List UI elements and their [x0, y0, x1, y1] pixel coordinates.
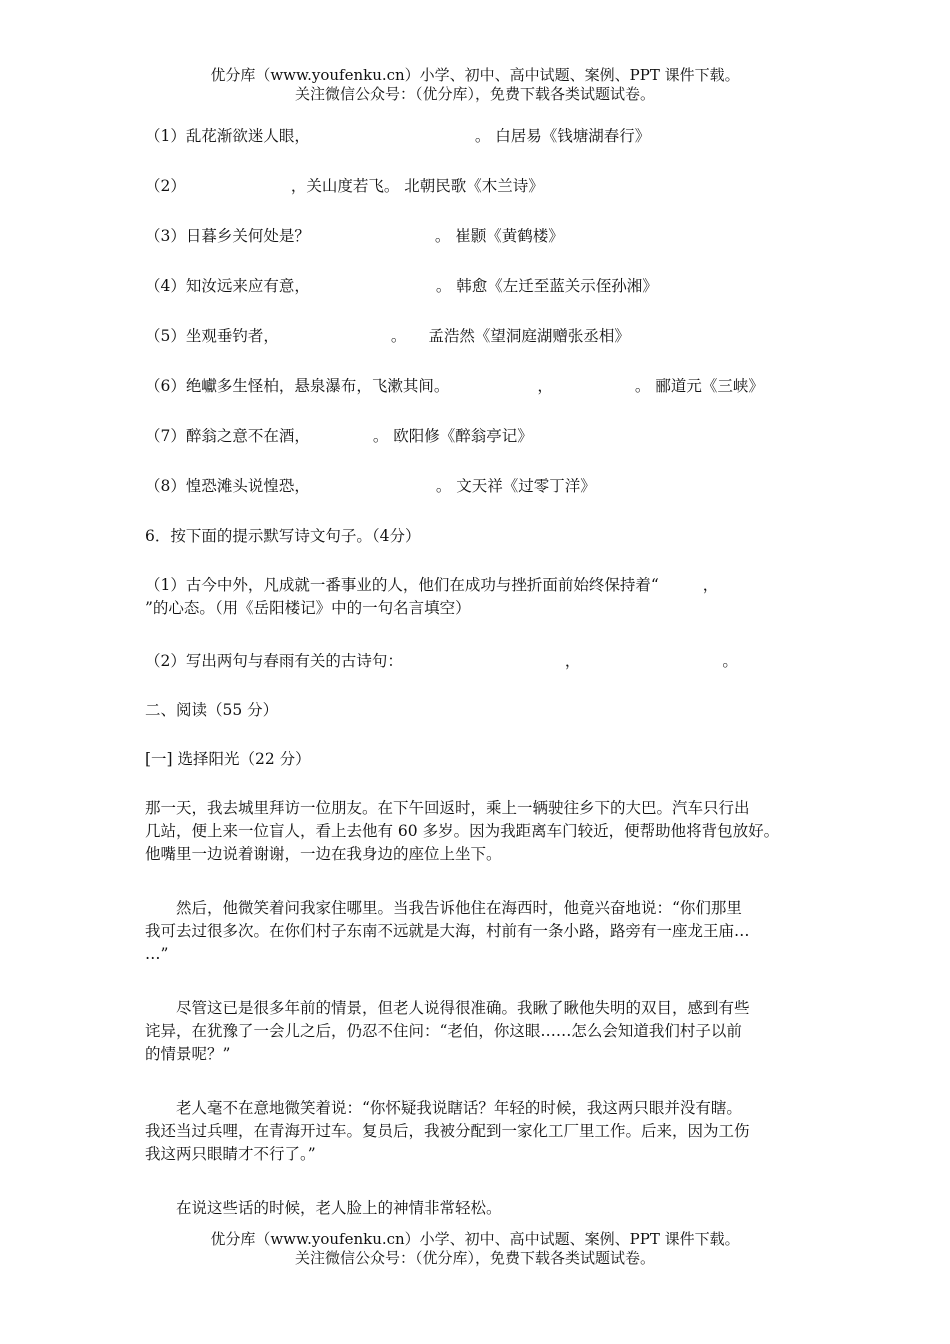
- passage-title: [一] 选择阳光（22 分）: [145, 750, 311, 768]
- page-footer: [0, 1230, 950, 1268]
- paragraph-1: 那一天，我去城里拜访一位朋友。在下午回返时，乘上一辆驶往乡下的大巴。汽车只行出 几站，便上来一位盲人，看上去他有 60 多岁。因为我距离车门较近，便帮助他将背包放好。 他嘴里一边说着谢谢，一边在我身边的座位上坐下。: [145, 799, 780, 863]
- question-6-title: 6．按下面的提示默写诗文句子。（4分）: [145, 527, 421, 545]
- paragraph-2: 然后，他微笑着问我家住哪里。当我告诉他住在海西时，他竟兴奋地说：“你们那里 我可去过很多次。在你们村子东南不远就是大海，村前有一条小路，路旁有一座龙王庙… …”: [145, 899, 750, 963]
- fill-item-2: （2） ，关山度若飞。 北朝民歌《木兰诗》: [145, 177, 544, 195]
- fill-item-6: （6）绝巘多生怪柏，悬泉瀑布，飞漱其间。 ， 。 郦道元《三峡》: [145, 377, 764, 395]
- question-6-sub-2: （2）写出两句与春雨有关的古诗句： ， 。: [145, 652, 738, 670]
- fill-item-8: （8）惶恐滩头说惶恐， 。 文天祥《过零丁洋》: [145, 477, 596, 495]
- fill-item-1: （1）乱花渐欲迷人眼， 。 白居易《钱塘湖春行》: [145, 127, 651, 145]
- fill-item-3: （3）日暮乡关何处是？ 。 崔颢《黄鹤楼》: [145, 227, 564, 245]
- fill-item-4: （4）知汝远来应有意， 。 韩愈《左迁至蓝关示侄孙湘》: [145, 277, 658, 295]
- page-header: [0, 66, 950, 104]
- header-line-2: 关注微信公众号：（优分库），免费下载各类试题试卷。: [294, 85, 655, 103]
- question-6-sub-1: （1）古今中外，凡成就一番事业的人，他们在成功与挫折面前始终保持着“ ， ”的心态。（用《岳阳楼记》中的一句名言填空）: [145, 576, 719, 617]
- header-line-1: 优分库（www.youfenku.cn）小学、初中、高中试题、案例、PPT 课件下载。: [210, 66, 740, 84]
- fill-item-5: （5）坐观垂钓者， 。 孟浩然《望洞庭湖赠张丞相》: [145, 327, 630, 345]
- footer-line-2: 关注微信公众号：（优分库），免费下载各类试题试卷。: [294, 1249, 655, 1267]
- paragraph-3: 尽管这已是很多年前的情景，但老人说得很准确。我瞅了瞅他失明的双目，感到有些 诧异，在犹豫了一会儿之后，仍忍不住问：“老伯，你这眼……怎么会知道我们村子以前 的情景呢？”: [145, 999, 750, 1063]
- footer-line-1: 优分库（www.youfenku.cn）小学、初中、高中试题、案例、PPT 课件下载。: [210, 1230, 740, 1248]
- paragraph-5: 在说这些话的时候，老人脸上的神情非常轻松。: [145, 1199, 502, 1217]
- fill-item-7: （7）醉翁之意不在酒， 。 欧阳修《醉翁亭记》: [145, 427, 533, 445]
- paragraph-4: 老人毫不在意地微笑着说：“你怀疑我说瞎话？年轻的时候，我这两只眼并没有瞎。 我还当过兵哩，在青海开过车。复员后，我被分配到一家化工厂里工作。后来，因为工伤 我这两只眼睛才不行了。”: [145, 1099, 750, 1163]
- reading-section-title: 二、阅读（55 分）: [145, 701, 279, 719]
